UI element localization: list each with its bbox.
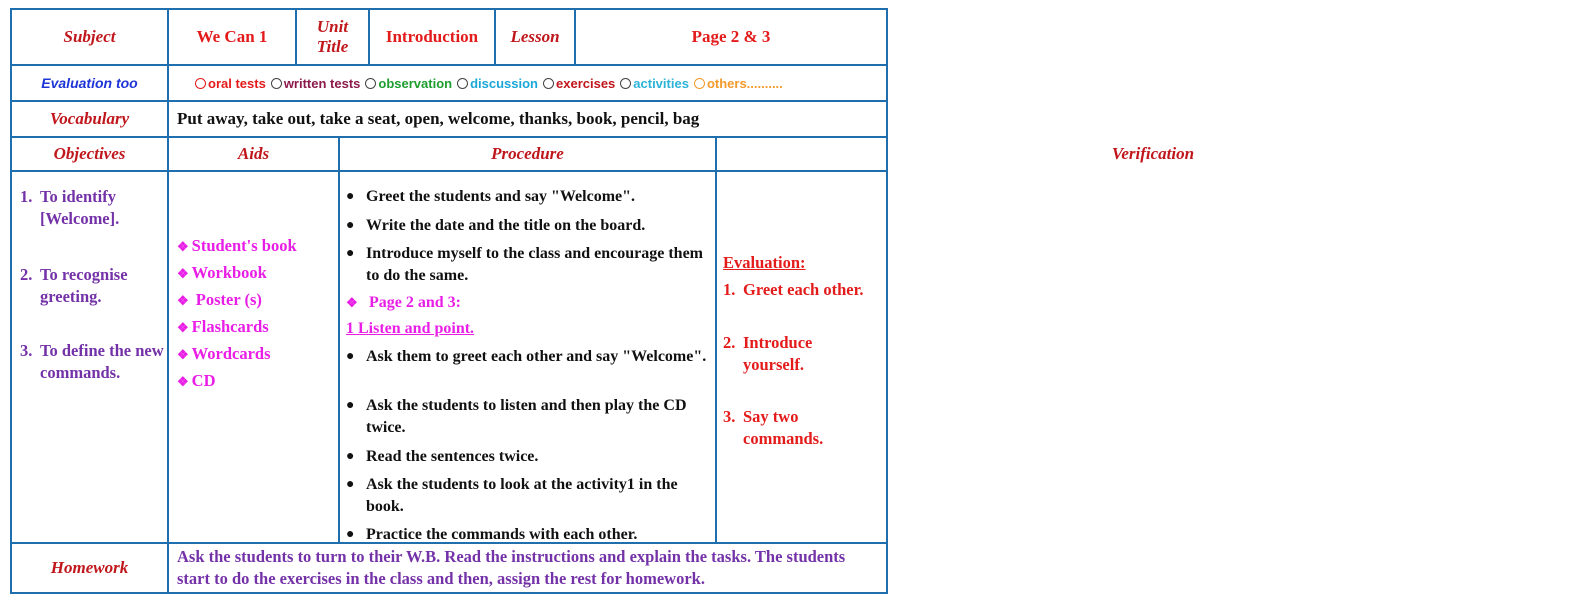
- aids-cell: [167, 172, 338, 542]
- vocabulary-words: Put away, take out, take a seat, open, welcome, thanks, book, pencil, bag: [167, 102, 886, 136]
- evaluation-option[interactable]: [620, 76, 689, 91]
- evaluation-label-cell: [12, 66, 167, 100]
- bullet-icon: ●: [346, 477, 355, 492]
- procedure-step: ● Practice the commands with each other.: [346, 524, 714, 546]
- radio-circle-icon[interactable]: [694, 78, 705, 89]
- aid-item: ❖ Flashcards: [177, 317, 269, 336]
- radio-circle-icon[interactable]: [365, 78, 376, 89]
- procedure-step: ● Introduce myself to the class and encourage them to do the same.: [346, 243, 714, 287]
- procedure-page-heading: ❖ Page 2 and 3:: [346, 292, 714, 314]
- objective-item: 1. To identify [Welcome].: [20, 187, 120, 228]
- column-header-row: [10, 138, 1195, 172]
- radio-circle-icon[interactable]: [457, 78, 468, 89]
- bullet-icon: ●: [346, 398, 355, 413]
- verification-cell: [715, 172, 886, 542]
- evaluation-option[interactable]: [365, 76, 452, 91]
- evaluation-option[interactable]: [271, 76, 361, 91]
- evaluation-options: [167, 66, 886, 100]
- evaluation-option-label: others..........: [706, 75, 783, 91]
- procedure-step: ● Ask the students to look at the activity1 in the book.: [346, 474, 714, 518]
- homework-row: [10, 544, 888, 594]
- evaluation-option-label: oral tests: [208, 75, 266, 91]
- evaluation-row: [10, 66, 888, 102]
- unit-title-value: Introduction: [368, 10, 494, 64]
- verification-item: 3. Say two commands.: [723, 407, 824, 448]
- bullet-icon: ●: [346, 527, 355, 542]
- radio-circle-icon[interactable]: [195, 78, 206, 89]
- objective-item: 3. To define the new commands.: [20, 341, 164, 382]
- aid-item: ❖ Student's book: [177, 236, 297, 255]
- diamond-bullet-icon: ❖: [177, 266, 189, 281]
- bullet-icon: ●: [346, 349, 355, 364]
- radio-circle-icon[interactable]: [543, 78, 554, 89]
- procedure-step: ● Write the date and the title on the board.: [346, 215, 714, 237]
- vocabulary-label: Vocabulary: [49, 109, 130, 128]
- vocabulary-row: [10, 102, 888, 138]
- evaluation-option-label: discussion: [470, 75, 538, 91]
- procedure-cell: [338, 172, 715, 542]
- header-row: [10, 8, 888, 66]
- verification-item: 1. Greet each other.: [723, 280, 864, 299]
- aid-item: ❖ CD: [177, 371, 216, 390]
- procedure-step: ● Greet the students and say "Welcome".: [346, 186, 714, 208]
- evaluation-option[interactable]: [543, 76, 615, 91]
- evaluation-label: Evaluation too: [41, 75, 138, 91]
- objectives-heading: Objectives: [53, 144, 126, 163]
- verification-heading: Verification: [715, 138, 1589, 170]
- diamond-bullet-icon: ❖: [177, 347, 189, 362]
- objective-item: 2. To recognise greeting.: [20, 265, 128, 306]
- verification-heading-text: Evaluation:: [723, 253, 806, 272]
- bullet-icon: ●: [346, 449, 355, 464]
- bullet-icon: ●: [346, 218, 355, 233]
- evaluation-option-label: activities: [633, 75, 689, 91]
- lesson-label: Lesson: [494, 10, 574, 64]
- diamond-bullet-icon: ❖: [177, 239, 189, 254]
- bullet-icon: ●: [346, 189, 355, 204]
- lesson-plan-table: [10, 8, 1195, 594]
- unit-title-label: Unit Title: [295, 10, 368, 64]
- procedure-step: ● Ask them to greet each other and say "Welcome".: [346, 346, 714, 368]
- subject-label: Subject: [63, 27, 116, 46]
- radio-circle-icon[interactable]: [271, 78, 282, 89]
- subject-value: We Can 1: [167, 10, 295, 64]
- homework-label: Homework: [50, 558, 129, 577]
- aid-item: ❖ Poster (s): [177, 290, 262, 309]
- evaluation-option-label: observation: [378, 75, 453, 91]
- aids-heading: Aids: [167, 138, 338, 170]
- evaluation-option[interactable]: [195, 76, 266, 91]
- diamond-bullet-icon: ❖: [346, 295, 358, 310]
- aid-item: ❖ Workbook: [177, 263, 267, 282]
- procedure-step: ● Read the sentences twice.: [346, 446, 714, 468]
- evaluation-option[interactable]: [694, 76, 783, 91]
- evaluation-option-label: exercises: [556, 75, 616, 91]
- aid-item: ❖ Wordcards: [177, 344, 271, 363]
- evaluation-option-label: written tests: [283, 75, 361, 91]
- diamond-bullet-icon: ❖: [177, 320, 189, 335]
- body-row: [10, 172, 888, 544]
- diamond-bullet-icon: ❖: [177, 293, 189, 308]
- bullet-icon: ●: [346, 246, 355, 261]
- verification-item: 2. Introduce yourself.: [723, 333, 813, 374]
- homework-text: Ask the students to turn to their W.B. Read the instructions and explain the tasks. The students start to do the exercises in the class and then, assign the rest for homework.: [167, 544, 886, 592]
- lesson-value: Page 2 & 3: [574, 10, 886, 64]
- diamond-bullet-icon: ❖: [177, 374, 189, 389]
- objectives-cell: [12, 172, 167, 542]
- procedure-activity-heading: 1 Listen and point.: [346, 320, 475, 337]
- evaluation-option[interactable]: [457, 76, 538, 91]
- radio-circle-icon[interactable]: [620, 78, 631, 89]
- procedure-heading: Procedure: [338, 138, 715, 170]
- procedure-step: ● Ask the students to listen and then play the CD twice.: [346, 395, 714, 439]
